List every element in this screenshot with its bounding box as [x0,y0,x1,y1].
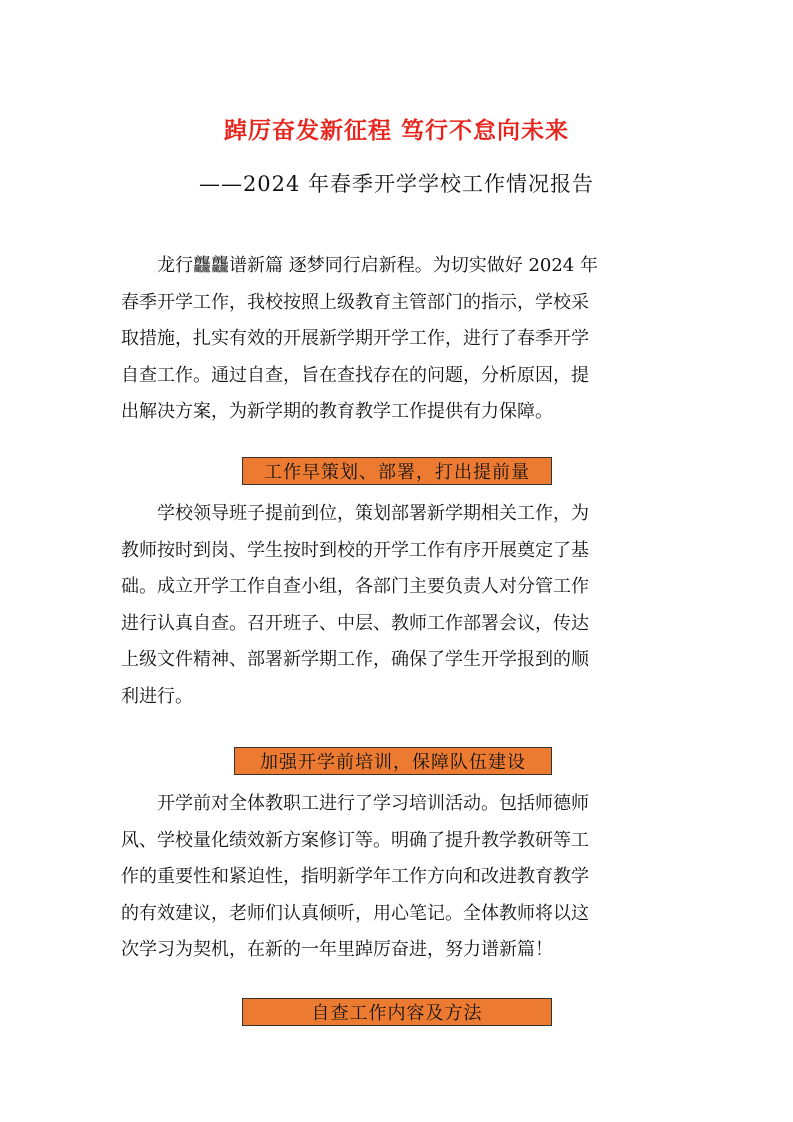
paragraph-line: 开学前对全体教职工进行了学习培训活动。包括师德师 [121,793,589,814]
paragraph-line: 进行认真自查。召开班子、中层、教师工作部署会议，传达 [121,612,589,634]
document-subtitle: ——2024 年春季开学学校工作情况报告 [198,172,595,196]
paragraph-line: 上级文件精神、部署新学期工作，确保了学生开学报到的顺 [121,649,589,670]
paragraph-line: 风、学校量化绩效新方案修订等。明确了提升教学教研等工 [121,829,589,851]
paragraph-line: 次学习为契机，在新的一年里踔厉奋进，努力谱新篇！ [121,939,553,960]
paragraph-line: 春季开学工作，我校按照上级教育主管部门的指示，学校采 [121,291,589,313]
paragraph-line: 教师按时到岗、学生按时到校的开学工作有序开展奠定了基 [121,539,589,561]
section-heading-self-check: 自查工作内容及方法 [242,998,552,1026]
paragraph-line: 作的重要性和紧迫性，指明新学年工作方向和改进教育教学 [121,866,589,887]
paragraph-line: 龙行龘龘谱新篇 逐梦同行启新程。为切实做好 2024 年 [121,255,598,276]
section-paragraph-training [121,786,677,969]
paragraph-line: 础。成立开学工作自查小组，各部门主要负责人对分管工作 [121,576,589,597]
paragraph-line: 学校领导班子提前到位，策划部署新学期相关工作，为 [121,503,589,524]
intro-paragraph [121,248,677,431]
paragraph-line: 自查工作。通过自查，旨在查找存在的问题，分析原因，提 [121,364,589,386]
section-heading-planning: 工作早策划、部署，打出提前量 [242,457,552,485]
section-heading-training: 加强开学前培训，保障队伍建设 [234,747,552,775]
paragraph-line: 的有效建议，老师们认真倾听，用心笔记。全体教师将以这 [121,902,589,924]
paragraph-line: 出解决方案，为新学期的教育教学工作提供有力保障。 [121,401,553,422]
section-paragraph-planning [121,496,677,715]
document-title: 踔厉奋发新征程 笃行不怠向未来 [223,118,569,144]
paragraph-line: 利进行。 [121,685,193,707]
paragraph-line: 取措施，扎实有效的开展新学期开学工作，进行了春季开学 [121,328,589,349]
